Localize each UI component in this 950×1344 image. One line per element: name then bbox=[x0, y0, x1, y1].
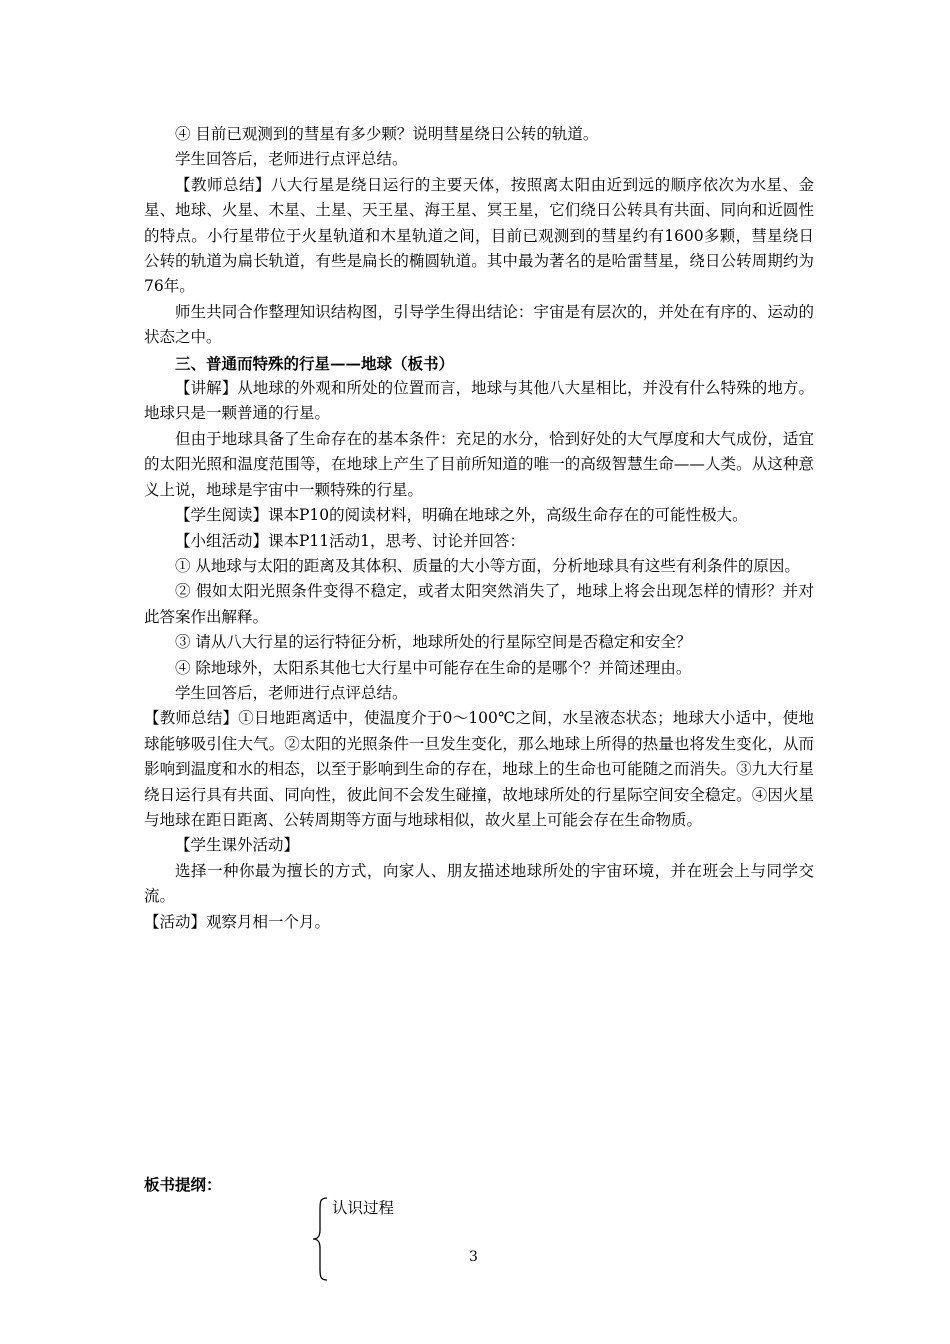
knowledge-structure-conclusion: 师生共同合作整理知识结构图，引导学生得出结论：宇宙是有层次的，并处在有序的、运动的状态之中。 bbox=[144, 302, 814, 347]
body-text bbox=[144, 122, 814, 935]
activity-question-4: ④ 除地球外，太阳系其他七大行星中可能存在生命的是哪个？并简述理由。 bbox=[175, 658, 692, 677]
activity-question-1: ① 从地球与太阳的距离及其体积、质量的大小等方面，分析地球具有这些有利条件的原因。 bbox=[175, 556, 800, 575]
board-outline-item: 认识过程 bbox=[332, 1199, 395, 1217]
page-number: 3 bbox=[469, 1249, 478, 1265]
question-4-comet: ④ 目前已观测到的彗星有多少颗？说明彗星绕日公转的轨道。 bbox=[175, 125, 599, 143]
activity-question-2: ② 假如太阳光照条件变得不稳定，或者太阳突然消失了，地球上将会出现怎样的情形？并对此答案作出解释。 bbox=[144, 582, 814, 626]
student-answer-note-2: 学生回答后，老师进行点评总结。 bbox=[175, 683, 408, 702]
lecture-paragraph: 【讲解】从地球的外观和所处的位置而言，地球与其他八大星相比，并没有什么特殊的地方。地球只是一颗普通的行星。 bbox=[144, 379, 814, 423]
extracurricular-heading: 【学生课外活动】 bbox=[175, 836, 300, 855]
life-conditions-paragraph: 但由于地球具备了生命存在的基本条件：充足的水分，恰到好处的大气厚度和大气成份，适宜的太阳光照和温度范围等，在地球上产生了目前所知道的唯一的高级智慧生命——人类。从这种意义上说，地球是宇宙中一颗特殊的行星。 bbox=[144, 429, 814, 499]
board-outline-title: 板书提纲： bbox=[144, 1175, 222, 1194]
activity-question-3: ③ 请从八大行星的运行特征分析，地球所处的行星际空间是否稳定和安全？ bbox=[175, 633, 692, 652]
section-heading-earth: 三、普通而特殊的行星——地球（板书） bbox=[175, 353, 455, 373]
student-reading: 【学生阅读】课本P10的阅读材料，明确在地球之外，高级生命存在的可能性极大。 bbox=[175, 506, 748, 525]
moon-phase-activity: 【活动】观察月相一个月。 bbox=[144, 912, 331, 931]
extracurricular-text: 选择一种你最为擅长的方式，向家人、朋友描述地球所处的宇宙环境，并在班会上与同学交流。 bbox=[144, 861, 814, 906]
teacher-summary-earth: 【教师总结】①日地距离适中，使温度介于0～100℃之间，水呈液态状态；地球大小适中，使地球能够吸引住大气。②太阳的光照条件一旦发生变化，那么地球上所得的热量也将发生变化，从而影响到温度和水的相态，以至于影响到生命的存在，地球上的生命也可能随之而消失。③九大行星绕日运行具有共面、同向性，彼此间不会发生碰撞，故地球所处的行星际空间安全稳定。④因火星与地球在距日距离、公转周期等方面与地球相似，故火星上可能会存在生命物质。 bbox=[144, 709, 814, 829]
group-activity: 【小组活动】课本P11活动1，思考、讨论并回答： bbox=[175, 531, 526, 550]
teacher-summary-planets: 【教师总结】八大行星是绕日运行的主要天体，按照离太阳由近到远的顺序依次为水星、金星、地球、火星、木星、土星、天王星、海王星、冥王星，它们绕日公转具有共面、同向和近圆性的特点。小行星带位于火星轨道和木星轨道之间，目前已观测到的彗星约有1600多颗，彗星绕日公转的轨道为扁长轨道，有些是扁长的椭圆轨道。其中最为著名的是哈雷彗星，绕日公转周期约为76年。 bbox=[144, 175, 814, 296]
curly-brace-icon bbox=[312, 1196, 330, 1282]
student-answer-note: 学生回答后，老师进行点评总结。 bbox=[175, 150, 408, 169]
